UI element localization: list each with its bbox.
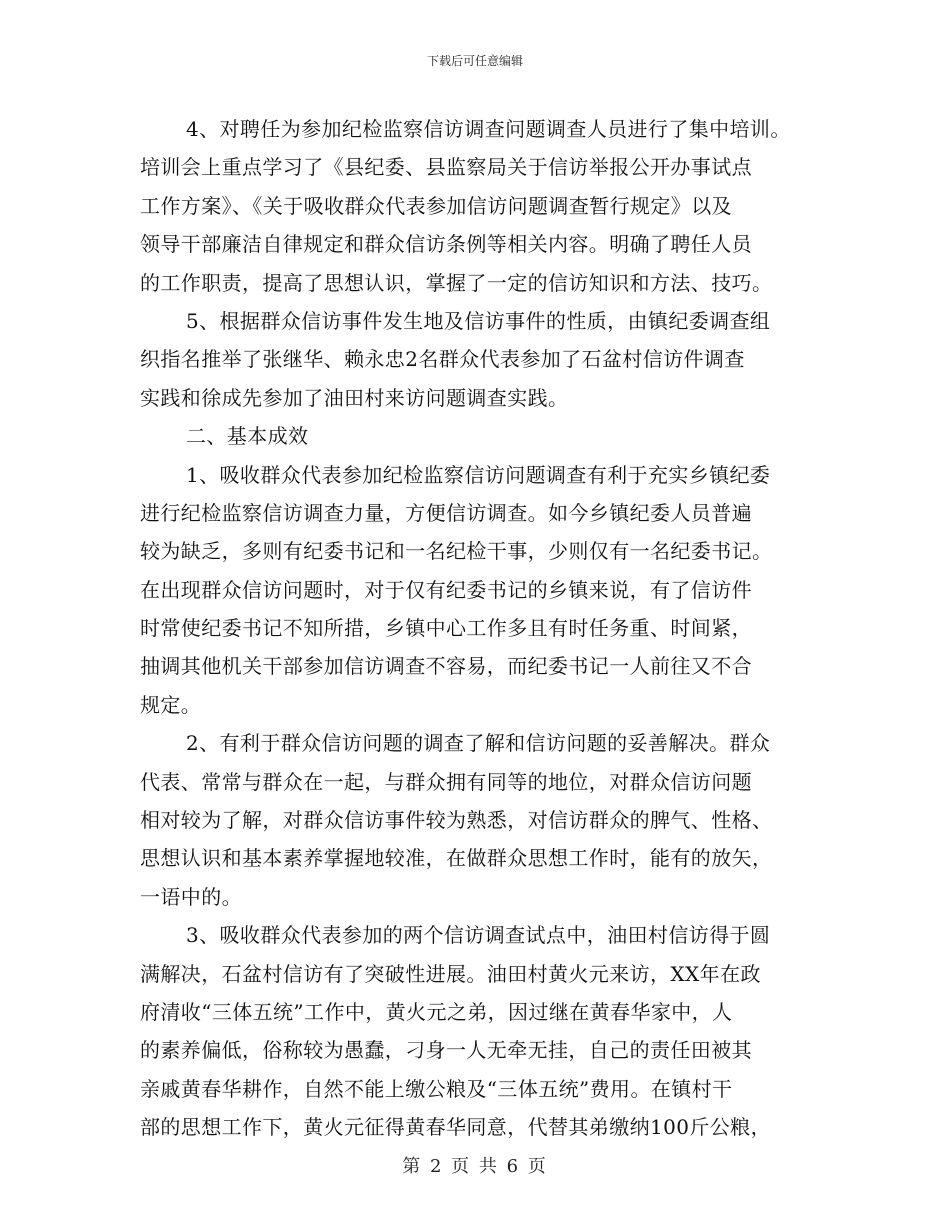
paragraph-p5 <box>140 302 830 417</box>
paragraph-line: 实践和徐成先参加了油田村来访问题调查实践。 <box>140 385 569 410</box>
paragraph-line: 府清收“三体五统”工作中，黄火元之弟，因过继在黄春华家中，人 <box>140 999 733 1024</box>
paragraph-line: 领导干部廉洁自律规定和群众信访条例等相关内容。明确了聘任人员 <box>140 232 752 257</box>
paragraph-line: 时常使纪委书记不知所措，乡镇中心工作多且有时任务重、时间紧， <box>140 616 752 641</box>
paragraph-line: 抽调其他机关干部参加信访调查不容易，而纪委书记一人前往又不合 <box>140 654 752 679</box>
paragraph-r2 <box>140 724 830 916</box>
paragraph-r1 <box>140 456 830 725</box>
paragraph-r3 <box>140 916 830 1146</box>
document-body <box>140 110 830 1147</box>
page-footer: 第 2 页 共 6 页 <box>402 1156 548 1177</box>
paragraph-h2 <box>140 417 830 455</box>
paragraph-line: 进行纪检监察信访调查力量，方便信访调查。如今乡镇纪委人员普遍 <box>140 500 752 525</box>
paragraph-line: 在出现群众信访问题时，对于仅有纪委书记的乡镇来说，有了信访件 <box>140 577 752 602</box>
paragraph-line: 规定。 <box>140 692 202 717</box>
paragraph-line: 5、根据群众信访事件发生地及信访事件的性质，由镇纪委调查组 <box>186 308 771 333</box>
paragraph-line: 相对较为了解，对群众信访事件较为熟悉，对信访群众的脾气、性格、 <box>140 808 773 833</box>
paragraph-line: 一语中的。 <box>140 884 242 909</box>
paragraph-line: 较为缺乏，多则有纪委书记和一名纪检干事，少则仅有一名纪委书记。 <box>140 539 773 564</box>
paragraph-line: 满解决，石盆村信访有了突破性进展。油田村黄火元来访，XX年在政 <box>140 961 761 986</box>
paragraph-line: 工作方案》、《关于吸收群众代表参加信访问题调查暂行规定》以及 <box>140 193 732 218</box>
paragraph-line: 思想认识和基本素养掌握地较准，在做群众思想工作时，能有的放矢， <box>140 846 773 871</box>
paragraph-line: 4、对聘任为参加纪检监察信访调查问题调查人员进行了集中培训。 <box>186 117 791 141</box>
paragraph-line: 亲戚黄春华耕作，自然不能上缴公粮及“三体五统”费用。在镇村干 <box>140 1076 733 1101</box>
paragraph-line: 代表、常常与群众在一起，与群众拥有同等的地位，对群众信访问题 <box>140 769 752 794</box>
paragraph-line: 二、基本成效 <box>186 424 309 449</box>
paragraph-line: 的工作职责，提高了思想认识，掌握了一定的信访知识和方法、技巧。 <box>140 270 773 295</box>
paragraph-line: 1、吸收群众代表参加纪检监察信访问题调查有利于充实乡镇纪委 <box>186 462 771 487</box>
paragraph-line: 的素养偏低，俗称较为愚蠢，刁身一人无牵无挂，自己的责任田被其 <box>140 1038 752 1063</box>
paragraph-line: 织指名推举了张继华、赖永忠2名群众代表参加了石盆村信访件调查 <box>140 347 745 372</box>
paragraph-p4 <box>140 110 830 302</box>
paragraph-line: 部的思想工作下，黄火元征得黄春华同意，代替其弟缴纳100斤公粮， <box>140 1115 771 1140</box>
page-header: 下载后可任意编辑 <box>426 54 523 68</box>
paragraph-line: 3、吸收群众代表参加的两个信访调查试点中，油田村信访得于圆 <box>186 923 771 948</box>
paragraph-line: 培训会上重点学习了《县纪委、县监察局关于信访举报公开办事试点 <box>140 155 752 180</box>
paragraph-line: 2、有利于群众信访问题的调查了解和信访问题的妥善解决。群众 <box>186 731 771 756</box>
